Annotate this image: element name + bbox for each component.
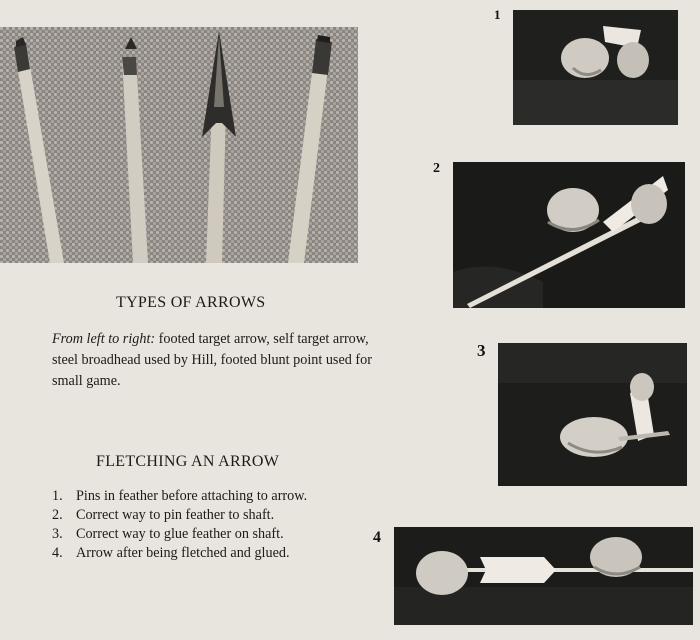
step-number: 4. [52,545,63,561]
fletching-photo-2 [453,162,685,308]
photo-number-3: 3 [477,341,486,360]
fletching-heading: FLETCHING AN ARROW [96,453,280,470]
caption-lead: From left to right: [52,331,156,347]
fletching-photo-4 [394,527,693,625]
photo-number-4: 4 [373,529,381,546]
step-text: Pins in feather before attaching to arrow. [76,488,308,504]
step-text: Correct way to glue feather on shaft. [76,526,284,542]
arrow-types-photo [0,27,358,263]
caption-body: footed target arrow, self target arrow, steel broadhead used by Hill, footed blunt point used for small game. [52,331,372,389]
fletching-photo-3 [498,343,687,486]
fletching-photo-1 [513,10,678,125]
list-item [52,544,372,563]
photo-number-2: 2 [433,161,440,176]
photo-number-1: 1 [494,7,501,22]
arrow-types-caption [52,329,372,392]
step-number: 1. [52,488,63,504]
fletching-steps-list [52,487,372,563]
step-number: 2. [52,507,63,523]
list-item [52,506,372,525]
step-number: 3. [52,526,63,542]
step-text: Arrow after being fletched and glued. [76,545,290,561]
step-text: Correct way to pin feather to shaft. [76,507,275,523]
list-item [52,487,372,506]
list-item [52,525,372,544]
types-of-arrows-heading: TYPES OF ARROWS [116,294,266,311]
